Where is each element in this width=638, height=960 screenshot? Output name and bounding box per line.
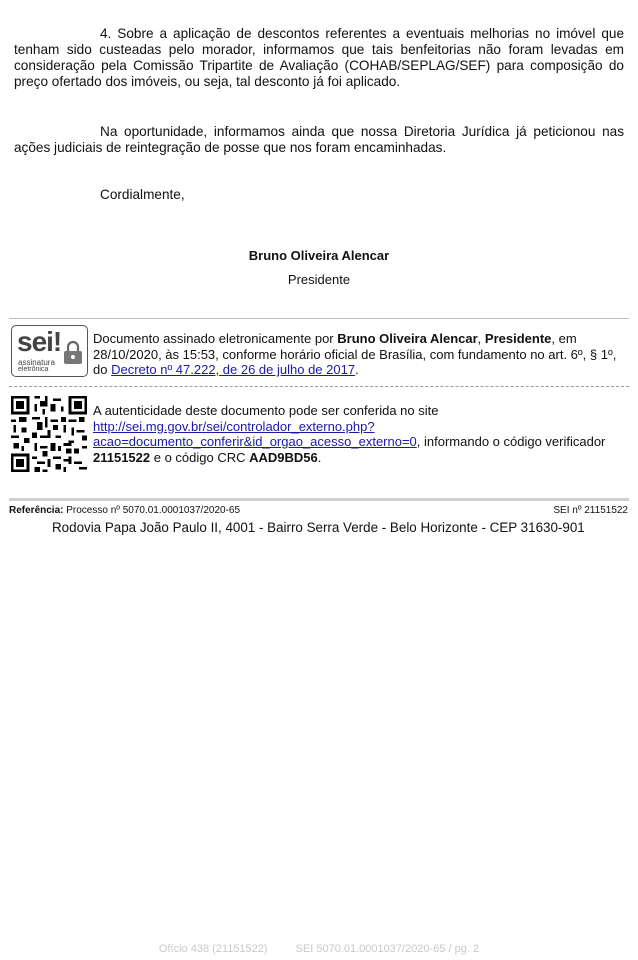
footer-page-number: SEI 5070.01.0001037/2020-65 / pg. 2 <box>295 943 480 955</box>
reference-sei-number: SEI nº 21151522 <box>553 505 628 516</box>
divider-dashed <box>9 386 629 387</box>
sei-logo-subtitle-1: assinatura <box>18 358 55 367</box>
paragraph-legal-note: Na oportunidade, informamos ainda que nossa Diretoria Jurídica já peticionou nas ações judiciais de reintegração de posse que nos foram encaminhadas. <box>14 124 624 155</box>
crc-code: AAD9BD56 <box>249 449 318 465</box>
signer-role: Presidente <box>287 272 351 287</box>
institution-address: Rodovia Papa João Paulo II, 4001 - Bairro Serra Verde - Belo Horizonte - CEP 31630-901 <box>52 520 585 535</box>
decree-link[interactable]: Decreto nº 47.222, de 26 de julho de 2017 <box>111 362 356 377</box>
page-footer <box>0 943 638 955</box>
sei-signature-logo <box>11 325 88 377</box>
paragraph-item-4: 4. Sobre a aplicação de descontos referentes a eventuais melhorias no imóvel que tenham sido custeadas pelo morador, informamos que tais benfeitorias não foram levadas em consideração pela Comissão Tripartite de Avaliação (COHAB/SEPLAG/SEF) para composição do preço ofertado dos imóveis, ou seja, tal desconto já foi aplicado. <box>14 26 624 89</box>
divider-reference <box>9 498 629 501</box>
sei-logo-word: sei! <box>17 326 62 357</box>
qr-code-icon <box>11 396 87 472</box>
electronic-signature-statement: Documento assinado eletronicamente por Bruno Oliveira Alencar, Presidente, em 28/10/2020, às 15:53, conforme horário oficial de Brasília, com fundamento no art. 6º, § 1º, do Decreto nº 47.222, de 26 de julho de 2017. <box>93 331 617 377</box>
closing-salutation: Cordialmente, <box>100 187 185 202</box>
signature-signer: Bruno Oliveira Alencar <box>337 331 478 346</box>
sei-logo-subtitle-2: eletrônica <box>18 366 49 373</box>
verifier-code: 21151522 <box>93 449 151 465</box>
reference-process: Referência: Processo nº 5070.01.0001037/2020-65 <box>9 505 241 516</box>
footer-office-number: Ofício 438 (21151522) <box>158 943 268 955</box>
verification-url-link[interactable]: http://sei.mg.gov.br/sei/controlador_externo.php? acao=documento_conferir&id_orgao_acesso_externo=0 <box>93 418 417 449</box>
authenticity-statement: A autenticidade deste documento pode ser conferida no site http://sei.mg.gov.br/sei/controlador_externo.php? acao=documento_conferir&id_orgao_acesso_externo=0, informando o código verificador 21151522 e o código CRC AAD9BD56. <box>93 403 606 465</box>
lock-icon <box>62 340 84 366</box>
signature-role: Presidente <box>484 331 552 346</box>
divider-top <box>9 318 629 319</box>
signer-name: Bruno Oliveira Alencar <box>248 248 390 263</box>
